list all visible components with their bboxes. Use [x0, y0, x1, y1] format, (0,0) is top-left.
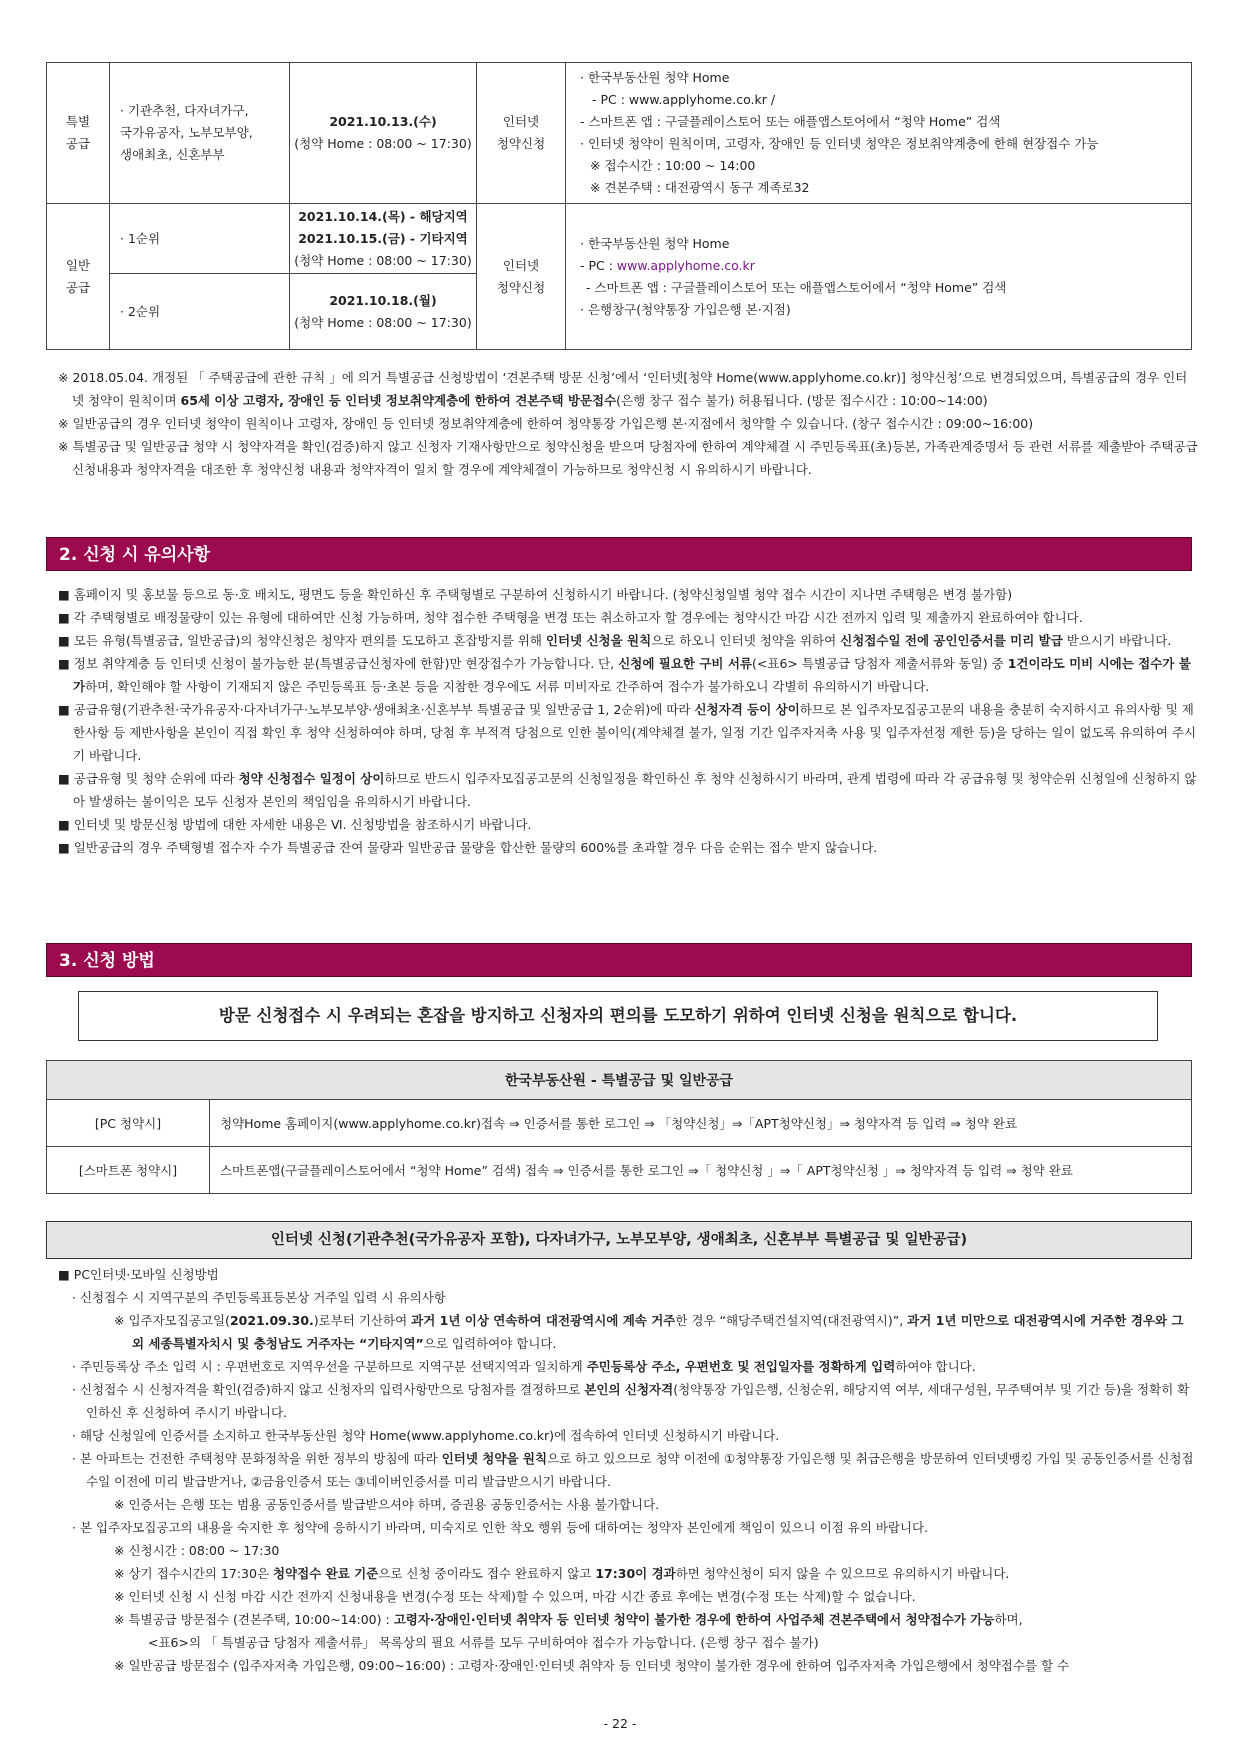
emphasis: 인터넷 신청을 원칙 — [545, 633, 652, 648]
text: 한 경우 “해당주택건설지역(대전광역시)”, — [675, 1313, 908, 1328]
internet-apply-box: 인터넷 신청(기관추천(국가유공자 포함), 다자녀가구, 노부모부양, 생애최초, 신혼부부 특별공급 및 일반공급) — [46, 1221, 1192, 1259]
list-item: · 신청접수 시 지역구분의 주민등록표등본상 거주일 입력 시 유의사항 — [72, 1290, 446, 1305]
applyhome-link[interactable]: www.applyhome.co.kr — [616, 257, 755, 273]
section-3-header: 3. 신청 방법 — [46, 943, 1192, 977]
list-item: · 본 입주자모집공고의 내용을 숙지한 후 청약에 응하시기 바라며, 미숙지로 인한 착오 행위 등에 대하여는 청약자 본인에게 책임이 있으니 이점 유의 바랍니다. — [72, 1520, 929, 1535]
emphasis: 과거 1년 이상 연속하여 대전광역시에 계속 거주 — [411, 1313, 676, 1328]
note-3: ※ 특별공급 및 일반공급 청약 시 청약자격을 확인(검증)하지 않고 신청자 기재사항만으로 청약신청을 받으며 당첨자에 한하여 계약체결 시 주민등록표(초)등본, 가족관계증명서 등 관련 서류를 제출받아 주택공급 신청내용과 청약자격을 대조한 후 청약신청 내용과 청약자격이 일치 할 경우에 계약체결이 가능하므로 청약신청 시 유의하시기 바랍니다. — [58, 439, 1198, 477]
internet-apply-list — [58, 1263, 1198, 1677]
text: ■ 정보 취약계층 등 인터넷 신청이 불가능한 분(특별공급신청자에 한함)만 현장접수가 가능합니다. 단, — [58, 656, 619, 671]
internet-principle-banner: 방문 신청접수 시 우려되는 혼잡을 방지하고 신청자의 편의를 도모하기 위하여 인터넷 신청을 원칙으로 합니다. — [78, 991, 1158, 1041]
text: · 신청접수 시 신청자격을 확인(검증)하지 않고 신청자의 입력사항만으로 당첨자를 결정하므로 — [72, 1382, 585, 1397]
text: ※ 입주자모집공고일( — [114, 1313, 230, 1328]
emphasis: 본인의 신청자격 — [584, 1382, 674, 1397]
emphasis: 고령자·장애인·인터넷 취약자 등 인터넷 청약이 불가한 경우에 한하여 사업주체 견본주택에서 청약접수가 가능 — [393, 1612, 995, 1627]
note-text: 경우 인터넷 청약이 원칙이며 — [72, 370, 1188, 408]
special-supply-date-cell — [290, 63, 477, 204]
detail-pc-prefix: - PC : — [580, 257, 617, 273]
caution-item — [58, 698, 1198, 767]
rank1-date-cell — [290, 204, 477, 274]
rank2-date-cell — [290, 274, 477, 350]
schedule-table — [46, 62, 1192, 350]
special-supply-date: 2021.10.13.(수) — [329, 114, 437, 129]
detail-line: - PC : www.applyhome.co.kr / — [592, 92, 776, 107]
emphasis: 인터넷 청약을 원칙 — [441, 1451, 548, 1466]
text: ■ 공급유형(기관추천·국가유공자·다자녀가구·노부모부양·생애최초·신혼부부 특별공급 및 일반공급 1, 2순위)에 따라 — [58, 702, 695, 717]
text: 받으시기 바랍니다. — [1062, 633, 1172, 648]
emphasis: 신청자격 등이 상이 — [694, 702, 800, 717]
note-emphasis: 65세 이상 고령자, 장애인 등 인터넷 정보취약계층에 한하여 견본주택 방문접수 — [180, 393, 617, 408]
text: 하므로 본 입주자모집공고문의 내용을 충분히 숙지하시고 유의사항 및 제한사항 등 제반사항을 본인이 직접 확인 후 청약 신청하여야 하며, 당첨 후 부적격 당첨으로 인한 불이익(계약체결 불가, 일정 기간 입주자저축 사용 및 입주자선정 제한 등)을 당하는 일이 없도록 유의하여 주시기 바랍니다. — [73, 702, 1197, 763]
pc-apply-label: [PC 청약시] — [47, 1100, 210, 1147]
caution-item — [58, 767, 1198, 813]
emphasis: 청약접수 완료 기준 — [273, 1566, 379, 1581]
text: 하면 청약신청이 되지 않을 수 있으므로 유의하시기 바랍니다. — [675, 1566, 1010, 1581]
special-supply-hours: (청약 Home : 08:00 ~ 17:30) — [294, 136, 472, 151]
note-2: ※ 일반공급의 경우 인터넷 청약이 원칙이나 고령자, 장애인 등 인터넷 정보취약계층에 한하여 청약통장 가입은행 본·지점에서 청약할 수 있습니다. (창구 접수시간 : 09:00~16:00) — [58, 416, 1034, 431]
mobile-apply-steps: 스마트폰앱(구글플레이스토어에서 “청약 Home” 검색) 접속 ⇒ 인증서를 통한 로그인 ⇒「 청약신청 」⇒「 APT청약신청 」⇒ 청약자격 등 입력 ⇒ 청약 완료 — [210, 1147, 1192, 1194]
detail-line: ※ 견본주택 : 대전광역시 동구 계족로32 — [590, 180, 810, 195]
text: 으로 신청 중이라도 접수 완료하지 않고 — [378, 1566, 596, 1581]
rank2-hours: (청약 Home : 08:00 ~ 17:30) — [294, 314, 472, 330]
section-2-header: 2. 신청 시 유의사항 — [46, 537, 1192, 571]
caution-item: ■ 일반공급의 경우 주택형별 접수자 수가 특별공급 잔여 물량과 일반공급 물량을 합산한 물량의 600%를 초과할 경우 다음 순위는 접수 받지 않습니다. — [58, 840, 878, 855]
text: 하며, — [994, 1612, 1023, 1627]
text: ※ 특별공급 방문접수 (견본주택, 10:00~14:00) : — [114, 1612, 394, 1627]
note-1 — [58, 366, 1198, 412]
mobile-apply-label: [스마트폰 청약시] — [47, 1147, 210, 1194]
kab-apply-table — [46, 1060, 1192, 1194]
list-note: ※ 인증서는 은행 또는 범용 공동인증서를 발급받으셔야 하며, 증권용 공동인증서는 사용 불가합니다. — [114, 1497, 660, 1512]
list-note — [58, 1309, 1198, 1355]
detail-line: - 스마트폰 앱 : 구글플레이스토어 또는 애플앱스토어에서 “청약 Home” 검색 — [586, 279, 1007, 295]
rank2-date: 2021.10.18.(월) — [329, 292, 437, 308]
detail-line: · 은행창구(청약통장 가입은행 본·지점) — [580, 301, 791, 317]
page-number: - 22 - — [603, 1716, 637, 1731]
special-supply-method: 인터넷 청약신청 — [477, 63, 566, 204]
rank2-label: · 2순위 — [110, 274, 290, 350]
detail-line: - 스마트폰 앱 : 구글플레이스토어 또는 애플앱스토어에서 “청약 Home” 검색 — [580, 114, 1001, 129]
caution-item: ■ 인터넷 및 방문신청 방법에 대한 자세한 내용은 Ⅵ. 신청방법을 참조하시기 바랍니다. — [58, 817, 532, 832]
list-note: ※ 신청시간 : 08:00 ~ 17:30 — [114, 1543, 280, 1558]
text: (<표6> 특별공급 당첨자 제출서류와 동일) 중 — [752, 656, 1008, 671]
detail-line: · 한국부동산원 청약 Home — [580, 70, 730, 85]
rank1-hours: (청약 Home : 08:00 ~ 17:30) — [294, 252, 472, 268]
emphasis: 신청접수일 전에 공인인증서를 미리 발급 — [840, 633, 1063, 648]
text: ■ 공급유형 및 청약 순위에 따라 — [58, 771, 239, 786]
text: · 주민등록상 주소 입력 시 : 우편번호로 지역우선을 구분하므로 지역구분 선택지역과 일치하게 — [72, 1359, 587, 1374]
list-heading: ■ PC인터넷·모바일 신청방법 — [58, 1267, 219, 1282]
caution-item: ■ 홈페이지 및 홍보물 등으로 동·호 배치도, 평면도 등을 확인하신 후 주택형별로 구분하여 신청하시기 바랍니다. (청약신청일별 청약 접수 시간이 지나면 주택형은 변경 불가함) — [58, 587, 1013, 602]
note-text: ※ 2018.05.04. 개정된 「 주택공급에 관한 규칙 」에 의거 특별공급 신청방법이 ‘견본주택 방문 신청’에서 ‘인터넷[청약 Home(www.applyhome.co.kr)] 청약신청’으로 변경되었으며, 특별공급의 — [58, 370, 1131, 385]
text: ※ 상기 접수시간의 17:30은 — [114, 1566, 273, 1581]
text: 하며, 확인해야 할 사항이 기재되지 않은 주민등록표 등·초본 등을 지참한 경우에도 서류 미비자로 간주하여 접수가 불가하오니 각별히 유의하시기 바랍니다. — [85, 679, 930, 694]
detail-line: ※ 접수시간 : 10:00 ~ 14:00 — [590, 158, 756, 173]
emphasis: 신청에 필요한 구비 서류 — [618, 656, 753, 671]
text: 으로 하오니 인터넷 청약을 위하여 — [651, 633, 841, 648]
emphasis: 청약 신청접수 일정이 상이 — [238, 771, 385, 786]
list-item — [58, 1447, 1198, 1493]
text: )로부터 기산하여 — [313, 1313, 412, 1328]
emphasis: 2021.09.30. — [229, 1313, 314, 1328]
section-2-list — [58, 583, 1198, 859]
text: 하여야 합니다. — [895, 1359, 976, 1374]
emphasis: 1건이라도 미비 시에는 접수가 불가 — [73, 656, 1191, 694]
caution-item — [58, 652, 1198, 698]
text: (청약통장 가입은행, 신청순위, 해당지역 여부, 세대구성원, 무주택여부 및 기간 등)을 정확히 확인하신 후 신청하여 주시기 바랍니다. — [86, 1382, 1190, 1420]
list-note — [58, 1562, 1198, 1585]
general-supply-label: 일반 공급 — [47, 204, 110, 350]
general-supply-details — [566, 204, 1192, 350]
emphasis: 17:30이 경과 — [595, 1566, 676, 1581]
rank1-date-local: 2021.10.14.(목) - 해당지역 — [298, 208, 468, 224]
text: ■ 모든 유형(특별공급, 일반공급)의 청약신청은 청약자 편의를 도모하고 혼잡방지를 위해 — [58, 633, 546, 648]
general-supply-method: 인터넷 청약신청 — [477, 204, 566, 350]
text: 으로 입력하여야 합니다. — [423, 1336, 557, 1351]
detail-line — [566, 255, 1191, 277]
text: 하므로 반드시 입주자모집공고문의 신청일정을 확인하신 후 청약 신청하시기 바라며, 관계 법령에 따라 각 공급유형 및 청약순위 신청일에 신청하지 않아 발생하는 불이익은 모두 신청자 본인의 책임임을 유의하시기 바랍니다. — [73, 771, 1197, 809]
list-note: ※ 인터넷 신청 시 신청 마감 시간 전까지 신청내용을 변경(수정 또는 삭제)할 수 있으며, 마감 시간 종료 후에는 변경(수정 또는 삭제)할 수 없습니다. — [114, 1589, 916, 1604]
emphasis: 과거 1년 미만으로 대전광역시에 거주한 경우와 그 외 세종특별자치시 및 충청남도 거주자는 “기타지역” — [132, 1313, 1184, 1351]
caution-item — [58, 629, 1198, 652]
detail-line: · 한국부동산원 청약 Home — [580, 235, 730, 251]
list-note: ※ 일반공급 방문접수 (입주자저축 가입은행, 09:00~16:00) : 고령자·장애인·인터넷 취약자 등 인터넷 청약이 불가한 경우에 한하여 입주자저축 가입은행에서 청약접수를 할 수 — [114, 1658, 1070, 1673]
text: · 본 아파트는 건전한 주택청약 문화정착을 위한 정부의 방침에 따라 — [72, 1451, 442, 1466]
special-supply-details — [566, 63, 1192, 204]
list-item: · 해당 신청일에 인증서를 소지하고 한국부동산원 청약 Home(www.applyhome.co.kr)에 접속하여 인터넷 신청하시기 바랍니다. — [72, 1428, 780, 1443]
list-item — [58, 1378, 1198, 1424]
emphasis: 주민등록상 주소, 우편번호 및 전입일자를 정확하게 입력 — [586, 1359, 896, 1374]
detail-line: · 인터넷 청약이 원칙이며, 고령자, 장애인 등 인터넷 청약은 정보취약계층에 한해 현장접수 가능 — [580, 136, 1099, 151]
list-note — [58, 1608, 1198, 1631]
rank1-date-other: 2021.10.15.(금) - 기타지역 — [298, 230, 468, 246]
caution-item: ■ 각 주택형별로 배정물량이 있는 유형에 대하여만 신청 가능하며, 청약 접수한 주택형을 변경 또는 취소하고자 할 경우에는 청약시간 마감 시간 전까지 입력 및 제출까지 완료하여야 합니다. — [58, 610, 1083, 625]
list-note-cont: <표6>의 「 특별공급 당첨자 제출서류」 목록상의 필요 서류를 모두 구비하여야 접수가 가능합니다. (은행 창구 접수 불가) — [148, 1635, 819, 1650]
note-text: (은행 창구 접수 불가) 허용됩니다. (방문 접수시간 : 10:00~14:00) — [616, 393, 988, 408]
kab-table-title: 한국부동산원 - 특별공급 및 일반공급 — [47, 1061, 1192, 1100]
special-supply-types: · 기관추천, 다자녀가구, 국가유공자, 노부모부양, 생애최초, 신혼부부 — [110, 63, 290, 204]
text: 으로 하고 있으므로 청약 이전에 ①청약통장 가입은행 및 취급은행을 방문하여 인터넷뱅킹 가입 및 공동인증서를 신청접수일 이전에 미리 발급받거나, ②금융인증서 또는 ③네이버인증서를 미리 발급받으시기 바랍니다. — [86, 1451, 1194, 1489]
rank1-label: · 1순위 — [110, 204, 290, 274]
special-supply-label: 특별 공급 — [47, 63, 110, 204]
list-item — [58, 1355, 1198, 1378]
schedule-notes — [58, 366, 1198, 481]
pc-apply-steps: 청약Home 홈페이지(www.applyhome.co.kr)접속 ⇒ 인증서를 통한 로그인 ⇒ 「청약신청」⇒「APT청약신청」⇒ 청약자격 등 입력 ⇒ 청약 완료 — [210, 1100, 1192, 1147]
